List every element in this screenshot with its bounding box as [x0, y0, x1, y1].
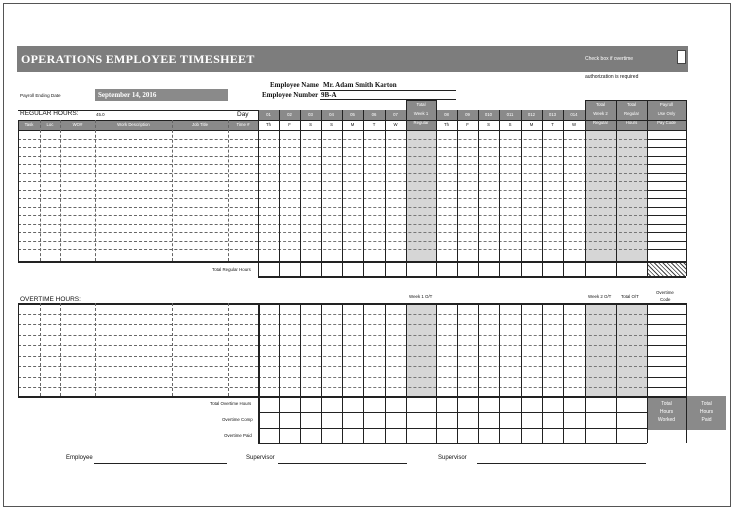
- grid-hline: [647, 181, 686, 182]
- weekday-w2: F: [466, 122, 469, 127]
- grid-hline: [258, 366, 647, 367]
- employee-number-label: Employee Number: [262, 91, 319, 99]
- hours-paid-line1: Total: [701, 401, 712, 407]
- employee-name-field[interactable]: Mr. Adam Smith Karton: [323, 81, 397, 89]
- grid-hline: [258, 224, 647, 225]
- day-number-w1: 07: [393, 112, 398, 117]
- grid-vline: [686, 303, 687, 443]
- grid-hline: [18, 249, 258, 250]
- grid-vline: [616, 100, 617, 276]
- grid-hline: [258, 198, 647, 199]
- regular-hours-title: REGULAR HOURS:: [20, 110, 79, 117]
- grid-vline: [478, 110, 479, 276]
- grid-vline: [95, 303, 96, 396]
- grid-vline: [457, 110, 458, 276]
- grid-vline: [172, 303, 173, 396]
- payroll-total-hatch: [647, 261, 686, 276]
- supervisor-signature-line-1[interactable]: [278, 463, 407, 464]
- grid-hline: [258, 335, 647, 336]
- ot-code-header-2: Code: [660, 297, 671, 302]
- day-number-w1: 01: [266, 112, 271, 117]
- overtime-check-label: Check box if overtime: [585, 56, 634, 62]
- grid-hline: [647, 366, 686, 367]
- ot-week1-shade: [406, 303, 436, 396]
- grid-hline: [258, 377, 647, 378]
- total-ot-header: Total O/T: [621, 294, 639, 299]
- grid-hline: [647, 173, 686, 174]
- grid-hline: [18, 232, 258, 233]
- weekday-w1: Th: [265, 122, 271, 127]
- grid-hline: [18, 314, 258, 315]
- grid-hline: [18, 377, 258, 378]
- grid-vline: [585, 303, 586, 443]
- grid-vline: [686, 100, 687, 276]
- employee-number-field[interactable]: 9B-A: [321, 91, 337, 99]
- supervisor-signature-label-1: Supervisor: [246, 455, 275, 461]
- grid-vline: [457, 303, 458, 443]
- employee-signature-label: Employee: [66, 455, 93, 461]
- grid-vline: [60, 120, 61, 261]
- day-number-w1: 04: [329, 112, 334, 117]
- week1-ot-header: Week 1 O/T: [409, 294, 433, 299]
- grid-vline: [385, 110, 386, 276]
- grid-hline: [258, 314, 647, 315]
- grid-hline: [18, 181, 258, 182]
- grid-vline: [172, 120, 173, 261]
- grid-vline: [478, 303, 479, 443]
- week2-total-header-text: Total: [595, 102, 606, 107]
- grid-vline: [18, 120, 19, 261]
- grid-hline: [258, 428, 647, 429]
- grid-hline: [647, 190, 686, 191]
- grid-vline: [542, 303, 543, 443]
- grid-hline: [647, 164, 686, 165]
- grid-vline: [258, 303, 260, 443]
- weekday-w1: M: [350, 122, 355, 127]
- column-header: Task: [24, 122, 34, 127]
- day-number-w1: 05: [350, 112, 355, 117]
- weekday-w1: W: [393, 122, 398, 127]
- grid-vline: [95, 120, 96, 261]
- grid-hline: [258, 412, 647, 413]
- overtime-comp-label: Overtime Comp: [222, 417, 253, 422]
- grid-vline: [258, 110, 259, 276]
- day-number-w1: 02: [287, 112, 292, 117]
- day-number-w1: 03: [308, 112, 313, 117]
- grid-hline: [258, 139, 647, 140]
- grid-hline: [585, 100, 686, 101]
- day-number-w2: 08: [444, 112, 449, 117]
- grid-hline: [258, 215, 647, 216]
- grid-hline: [258, 156, 647, 157]
- weekday-w2: T: [551, 122, 554, 127]
- grid-vline: [436, 100, 437, 276]
- payroll-use-header-text: Payroll: [659, 102, 674, 107]
- grid-hline: [258, 276, 686, 278]
- column-header: Loc: [46, 122, 54, 127]
- grid-hline: [18, 173, 258, 174]
- day-number-w1: 06: [371, 112, 377, 117]
- grid-vline: [40, 303, 41, 396]
- ot-code-header-1: Overtime: [656, 290, 674, 295]
- weekday-w2: M: [529, 122, 534, 127]
- grid-hline: [647, 387, 686, 388]
- total-regular-header-text: Regular: [623, 111, 640, 116]
- grid-hline: [18, 366, 258, 367]
- grid-vline: [436, 303, 437, 443]
- grid-hline: [258, 164, 647, 165]
- grid-hline: [406, 100, 436, 101]
- grid-hline: [647, 224, 686, 225]
- grid-hline: [18, 335, 258, 336]
- total-overtime-label: Total Overtime Hours: [210, 401, 252, 406]
- grid-vline: [647, 100, 648, 276]
- overtime-paid-label: Overtime Paid: [224, 433, 252, 438]
- grid-hline: [258, 387, 647, 388]
- grid-hline: [647, 139, 686, 140]
- grid-hline: [647, 147, 686, 148]
- total-regular-header-text: Total: [626, 102, 637, 107]
- grid-hline: [18, 241, 258, 242]
- hours-worked-line2: Hours: [659, 409, 674, 415]
- grid-hline: [258, 324, 647, 325]
- day-number-w2: 013: [548, 112, 557, 117]
- week2-ot-header: Week 2 O/T: [588, 294, 612, 299]
- grid-hline: [18, 207, 258, 208]
- grid-hline: [647, 215, 686, 216]
- grid-vline: [300, 303, 301, 443]
- grid-vline: [563, 110, 564, 276]
- grid-hline: [18, 164, 258, 165]
- grid-hline: [18, 345, 258, 346]
- grid-hline: [18, 147, 258, 148]
- grid-vline: [228, 303, 229, 396]
- grid-hline: [647, 345, 686, 346]
- grid-vline: [406, 100, 407, 276]
- grid-hline: [647, 232, 686, 233]
- grid-vline: [499, 110, 500, 276]
- payroll-use-header-text: Use Only: [657, 111, 676, 116]
- grid-vline: [18, 303, 19, 396]
- grid-hline: [18, 198, 258, 199]
- employee-signature-line[interactable]: [94, 463, 227, 464]
- weekday-w2: Th: [443, 122, 449, 127]
- day-number-w2: 010: [484, 112, 493, 117]
- grid-vline: [279, 110, 280, 276]
- grid-hline: [18, 190, 258, 191]
- grid-hline: [258, 345, 647, 346]
- column-header: WO#: [72, 122, 83, 127]
- day-number-w2: 09: [465, 112, 470, 117]
- grid-hline: [18, 110, 258, 111]
- payroll-date-field[interactable]: September 14, 2016: [98, 91, 157, 99]
- week2-total-header-text: Week 2: [593, 111, 608, 116]
- grid-vline: [585, 100, 586, 276]
- grid-vline: [363, 303, 364, 443]
- weekday-w1: T: [372, 122, 376, 127]
- grid-hline: [258, 147, 647, 148]
- payroll-date-label: Payroll Ending Date: [20, 93, 61, 98]
- grid-hline: [647, 356, 686, 357]
- day-number-w2: 014: [570, 112, 578, 117]
- grid-hline: [647, 314, 686, 315]
- grid-hline: [647, 335, 686, 336]
- weekday-w2: S: [508, 122, 512, 127]
- weekday-w1: S: [330, 122, 333, 127]
- total-regular-label: Total Regular Hours: [212, 267, 251, 272]
- grid-vline: [321, 303, 322, 443]
- grid-hline: [647, 249, 686, 250]
- grid-vline: [406, 303, 407, 443]
- grid-hline: [18, 387, 258, 388]
- grid-vline: [40, 120, 41, 261]
- hours-worked-line1: Total: [661, 401, 672, 407]
- hours-worked-line3: Worked: [657, 417, 676, 423]
- grid-hline: [258, 249, 647, 250]
- grid-hline: [18, 215, 258, 216]
- grid-hline: [647, 198, 686, 199]
- column-header: Work Description: [117, 122, 150, 127]
- regular-rate: 45.0: [96, 112, 105, 117]
- grid-vline: [300, 110, 301, 276]
- column-header: Job Title: [191, 122, 208, 127]
- grid-vline: [521, 303, 522, 443]
- grid-hline: [258, 173, 647, 174]
- overtime-hours-title: OVERTIME HOURS:: [20, 296, 81, 303]
- grid-vline: [521, 110, 522, 276]
- grid-hline: [258, 190, 647, 191]
- grid-vline: [499, 303, 500, 443]
- grid-vline: [342, 303, 343, 443]
- grid-hline: [647, 324, 686, 325]
- page-title: OPERATIONS EMPLOYEE TIMESHEET: [21, 52, 255, 66]
- grid-hline: [258, 207, 647, 208]
- weekday-w2: W: [571, 122, 577, 127]
- grid-hline: [258, 241, 647, 242]
- week1-total-header-text: Week 1: [413, 111, 429, 116]
- total-regular-header-text: Hours: [625, 120, 638, 125]
- week2-total-header-text: Regular: [592, 120, 609, 125]
- grid-hline: [258, 232, 647, 233]
- hours-paid-line2: Hours: [699, 409, 714, 415]
- grid-hline: [258, 356, 647, 357]
- grid-hline: [647, 377, 686, 378]
- employee-name-underline: [320, 90, 456, 91]
- day-header: Day: [237, 111, 249, 118]
- day-number-w2: 012: [527, 112, 536, 117]
- hours-paid-line3: Paid: [701, 417, 712, 423]
- grid-vline: [279, 303, 280, 443]
- grid-hline: [258, 443, 647, 444]
- grid-hline: [18, 139, 258, 140]
- grid-hline: [18, 356, 258, 357]
- grid-vline: [563, 303, 564, 443]
- grid-vline: [616, 303, 617, 443]
- grid-vline: [60, 303, 61, 396]
- supervisor-signature-line-2[interactable]: [477, 463, 646, 464]
- week1-total-header-text: Total: [416, 102, 426, 107]
- grid-vline: [342, 110, 343, 276]
- grid-hline: [647, 207, 686, 208]
- grid-hline: [18, 324, 258, 325]
- grid-hline: [258, 181, 647, 182]
- supervisor-signature-label-2: Supervisor: [438, 455, 467, 461]
- week1-total-header-text: Regular: [413, 120, 429, 125]
- day-number-w2: 011: [506, 112, 514, 117]
- grid-vline: [363, 110, 364, 276]
- grid-hline: [647, 241, 686, 242]
- grid-hline: [647, 156, 686, 157]
- weekday-w1: F: [288, 122, 291, 127]
- grid-vline: [321, 110, 322, 276]
- column-header: Time #: [236, 122, 250, 127]
- weekday-w2: S: [487, 122, 490, 127]
- grid-vline: [542, 110, 543, 276]
- grid-hline: [18, 224, 258, 225]
- payroll-use-header-text: Pay Code: [657, 120, 676, 125]
- overtime-auth-note: authorization is required: [585, 74, 639, 80]
- grid-vline: [228, 120, 229, 261]
- weekday-w1: S: [309, 122, 312, 127]
- grid-vline: [647, 303, 648, 443]
- overtime-checkbox[interactable]: [677, 50, 686, 64]
- employee-name-label: Employee Name: [270, 81, 319, 89]
- grid-vline: [385, 303, 386, 443]
- grid-hline: [18, 156, 258, 157]
